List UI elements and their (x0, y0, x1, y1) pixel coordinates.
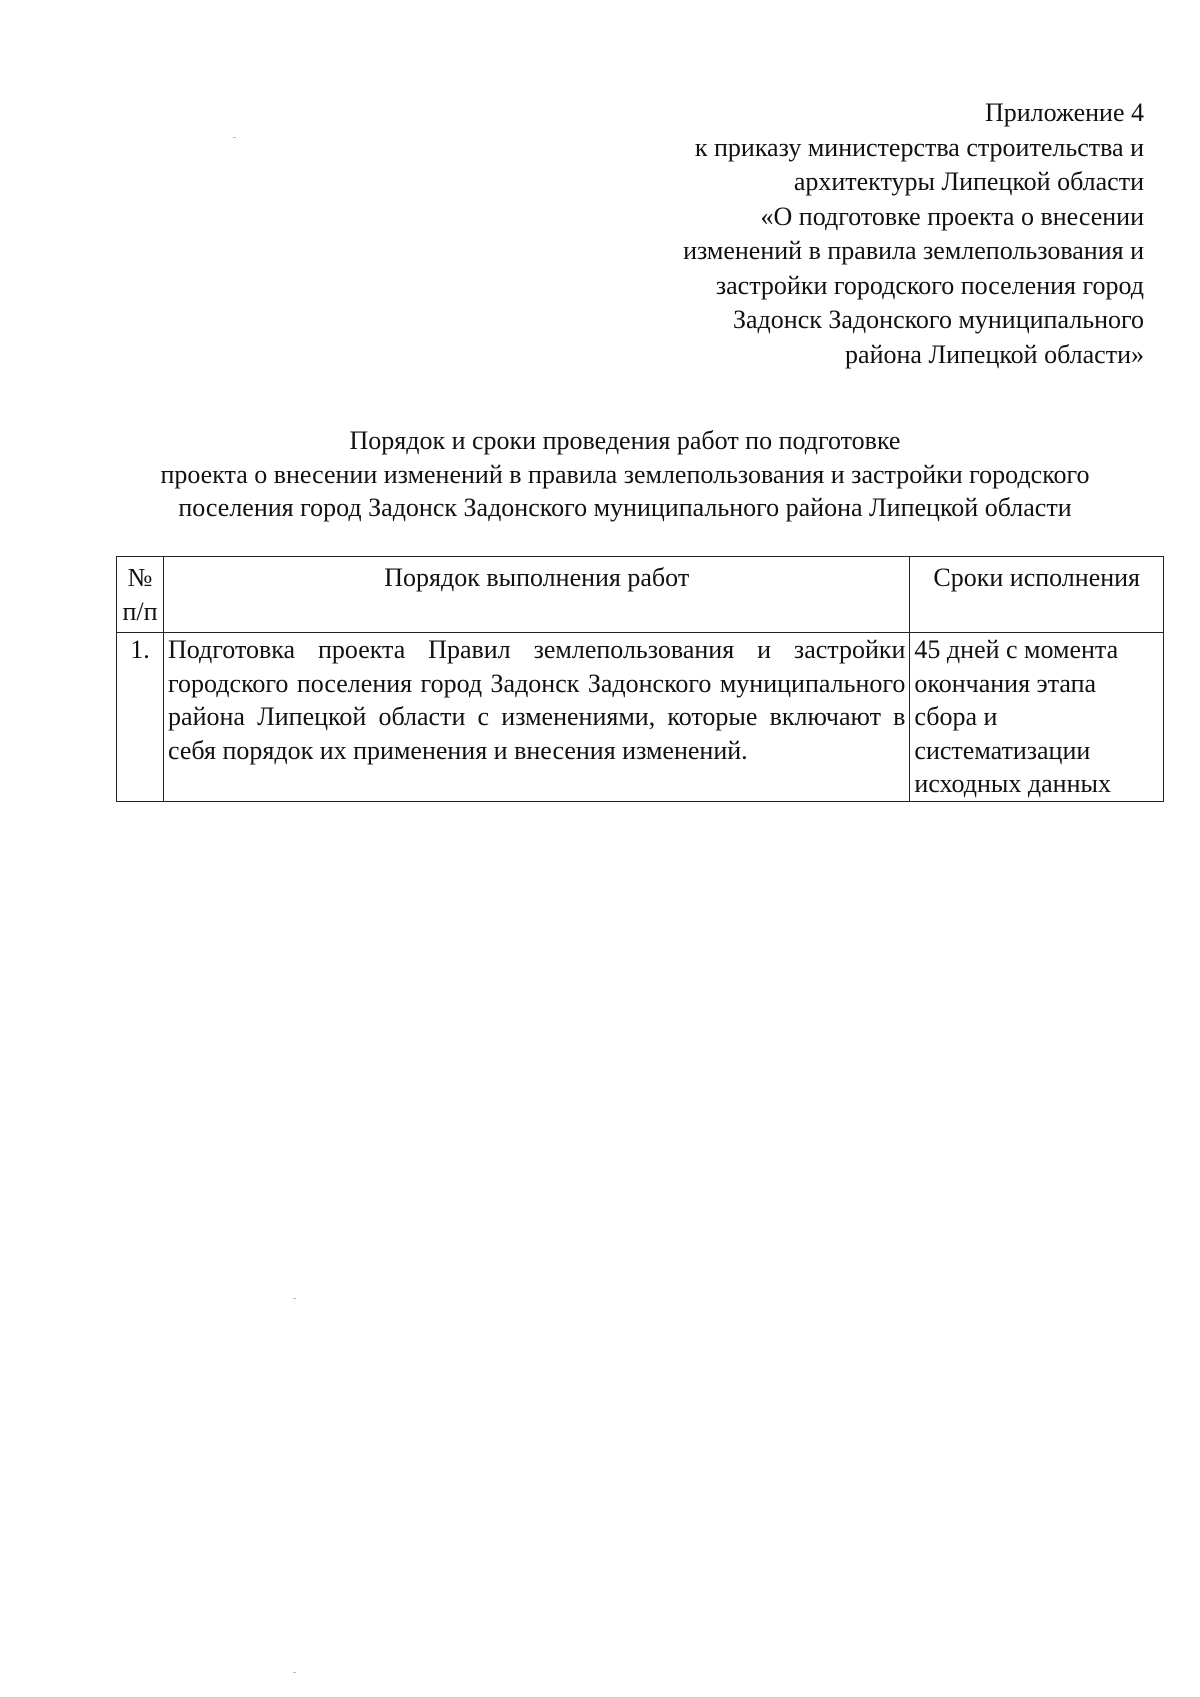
appendix-line: изменений в правила землепользования и (683, 236, 1144, 265)
table-header-row (117, 557, 1164, 633)
table-row (117, 633, 1164, 802)
deadline-line: окончания этапа (914, 668, 1097, 698)
deadline-line: сбора и (914, 702, 998, 731)
scan-speck (293, 1298, 296, 1299)
appendix-line: Приложение 4 (984, 98, 1144, 127)
deadline-line: систематизации (914, 735, 1091, 765)
title-line: проекта о внесении изменений в правила землепользования и застройки городского (160, 459, 1090, 489)
appendix-line: к приказу министерства строительства и (694, 132, 1144, 162)
scan-speck (233, 137, 236, 138)
row-number: 1. (117, 633, 164, 802)
works-table (116, 556, 1164, 802)
scan-speck (293, 1672, 296, 1673)
title-line: поселения город Задонск Задонского муниципального района Липецкой области (178, 493, 1072, 522)
header-num (117, 557, 164, 633)
row-work-description: Подготовка проекта Правил землепользования и застройки городского поселения город Задонск Задонского муниципального района Липецкой области с изменениями, которые включают в себя порядок их применения и внесения изменений. (164, 633, 910, 802)
header-num-label: п/п (122, 596, 158, 626)
header-work-order: Порядок выполнения работ (164, 557, 910, 633)
document-title (110, 424, 1140, 525)
appendix-line: района Липецкой области» (845, 339, 1144, 369)
title-line: Порядок и сроки проведения работ по подготовке (349, 426, 901, 455)
deadline-line: 45 дней с момента (914, 635, 1119, 664)
header-deadlines: Сроки исполнения (910, 557, 1164, 633)
row-deadline (910, 633, 1164, 802)
header-num-symbol: № (127, 563, 153, 592)
appendix-line: «О подготовке проекта о внесении (760, 201, 1144, 231)
appendix-line: Задонск Задонского муниципального (732, 305, 1144, 334)
appendix-block (584, 96, 1144, 372)
appendix-line: застройки городского поселения город (715, 270, 1144, 300)
appendix-line: архитектуры Липецкой области (793, 167, 1144, 196)
deadline-line: исходных данных (914, 769, 1111, 798)
